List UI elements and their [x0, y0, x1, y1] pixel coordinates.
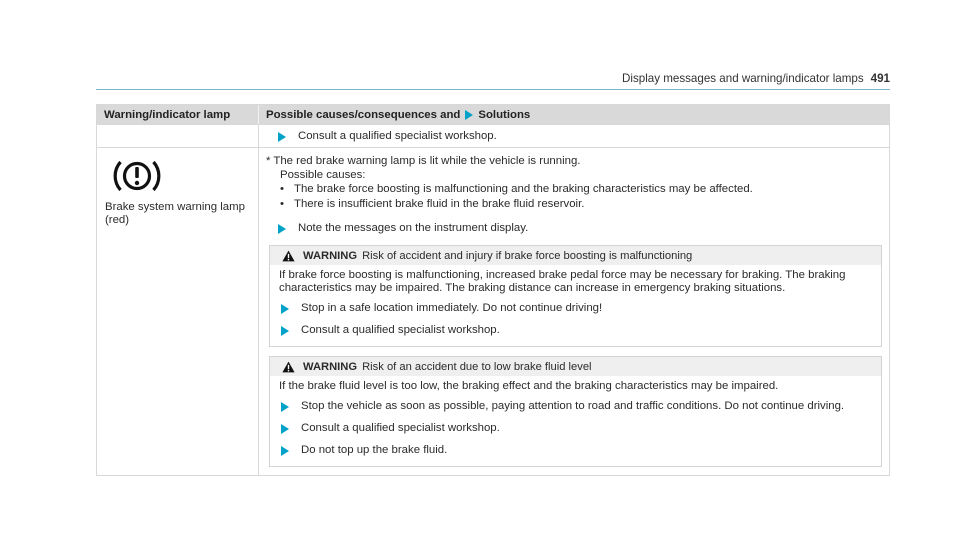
possible-causes-label: Possible causes: — [280, 169, 366, 181]
solution-step — [279, 443, 872, 458]
solutions-cell — [259, 125, 889, 147]
col2-header-left: Possible causes/consequences and — [266, 108, 461, 121]
step-text: Consult a qualified specialist workshop. — [301, 324, 500, 336]
play-arrow-icon — [465, 110, 473, 120]
warning-header — [270, 246, 881, 265]
play-arrow-icon — [281, 446, 289, 456]
list-item — [273, 182, 882, 197]
running-head-title: Display messages and warning/indicator lamps — [622, 72, 864, 85]
table-row — [97, 147, 889, 475]
step-text: Do not top up the brake fluid. — [301, 444, 448, 456]
list-item — [273, 197, 882, 212]
causes-solutions-cell — [259, 148, 889, 475]
cause-text: There is insufficient brake fluid in the brake fluid reservoir. — [294, 198, 585, 210]
play-arrow-icon — [281, 304, 289, 314]
warning-text: If the brake fluid level is too low, the braking effect and the braking characteristics may be impaired. — [279, 380, 779, 392]
play-arrow-icon — [281, 326, 289, 336]
solution-step — [279, 421, 872, 436]
col1-header: Warning/indicator lamp — [97, 105, 259, 124]
play-arrow-icon — [281, 424, 289, 434]
bullet-icon: • — [280, 183, 284, 195]
warning-title: Risk of accident and injury if brake force boosting is malfunctioning — [362, 249, 693, 262]
warning-header — [270, 357, 881, 376]
empty-cell — [97, 125, 259, 147]
warning-label: WARNING — [303, 360, 358, 373]
cause-text: The brake force boosting is malfunctioning and the braking characteristics may be affected. — [294, 183, 753, 195]
solution-step — [266, 129, 882, 144]
warning-label: WARNING — [303, 249, 358, 262]
warning-triangle-icon — [282, 250, 295, 262]
solution-step — [266, 221, 882, 236]
page-number: 491 — [870, 72, 890, 85]
bullet-icon: • — [280, 198, 284, 210]
play-arrow-icon — [278, 224, 286, 234]
table-row — [97, 124, 889, 147]
brake-warning-lamp-icon — [107, 157, 167, 195]
warning-body — [270, 376, 881, 466]
warning-text: If brake force boosting is malfunctioning, increased brake pedal force may be necessary for braking. The braking characteristics may be impaired. The braking distance can increase in emergency braking situations. — [279, 269, 846, 294]
lamp-cell — [97, 148, 259, 475]
cause-intro: * The red brake warning lamp is lit while the vehicle is running. — [266, 155, 581, 167]
lamp-label: Brake system warning lamp (red) — [105, 201, 245, 226]
warning-lamp-table — [96, 104, 890, 476]
col2-header — [259, 105, 530, 124]
col2-header-right: Solutions — [478, 108, 531, 121]
solution-step — [279, 399, 872, 414]
table-header — [97, 105, 889, 124]
warning-triangle-icon — [282, 361, 295, 373]
warning-box — [269, 356, 882, 467]
header-rule — [96, 89, 890, 90]
step-text: Consult a qualified specialist workshop. — [298, 130, 497, 142]
step-text: Consult a qualified specialist workshop. — [301, 422, 500, 434]
step-text: Note the messages on the instrument display. — [298, 222, 529, 234]
running-head — [622, 72, 890, 85]
warning-box — [269, 245, 882, 347]
solution-step — [279, 323, 872, 338]
step-text: Stop in a safe location immediately. Do not continue driving! — [301, 302, 603, 314]
play-arrow-icon — [278, 132, 286, 142]
warning-title: Risk of an accident due to low brake fluid level — [362, 360, 592, 373]
warning-body — [270, 265, 881, 346]
solution-step — [279, 301, 872, 316]
step-text: Stop the vehicle as soon as possible, paying attention to road and traffic conditions. Do not continue driving. — [301, 400, 845, 412]
cause-list — [266, 182, 882, 212]
play-arrow-icon — [281, 402, 289, 412]
